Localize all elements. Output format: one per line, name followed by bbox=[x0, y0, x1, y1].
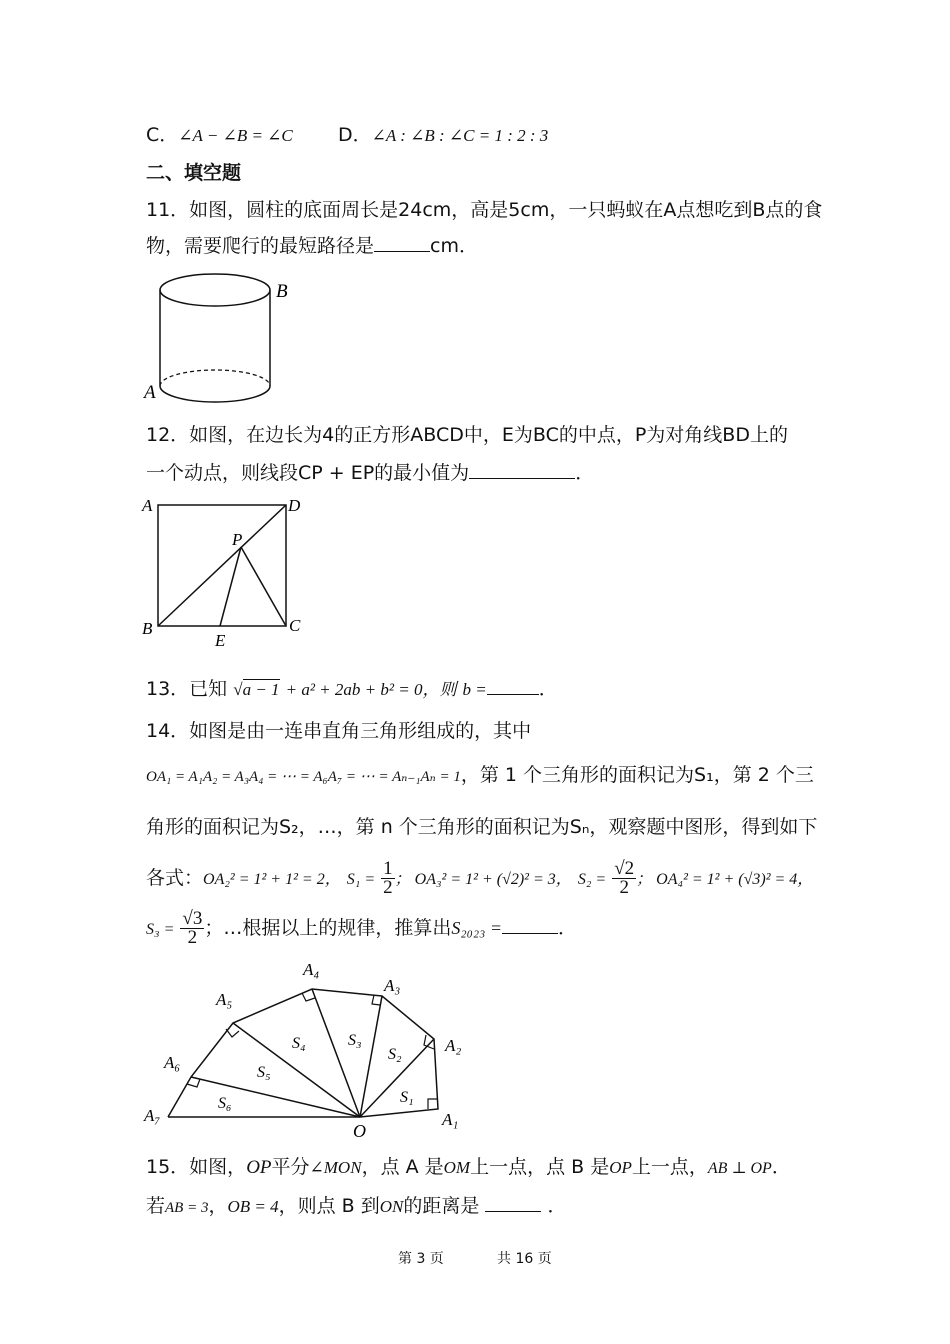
cylinder-figure bbox=[138, 270, 298, 405]
label-s3: S₃ bbox=[348, 1032, 362, 1049]
label-a1: A₁ bbox=[442, 1110, 459, 1129]
label-a5: A₅ bbox=[216, 990, 233, 1009]
footer-page: 第 3 页 bbox=[398, 1251, 444, 1267]
q14-line4-prefix: 各式： bbox=[146, 867, 204, 889]
section-title: 二、填空题 bbox=[146, 162, 242, 184]
q14-s3-frac bbox=[180, 910, 204, 947]
q14-s3-lhs: S₃ = bbox=[146, 921, 175, 938]
q15-op2: OP bbox=[609, 1158, 632, 1177]
q14-line4 bbox=[146, 860, 813, 897]
q15-line2-b: ， bbox=[208, 1195, 228, 1217]
q14-answer-blank[interactable] bbox=[502, 915, 558, 934]
radial-oa6 bbox=[191, 1077, 360, 1117]
option-c bbox=[146, 123, 293, 148]
q15-op: OP bbox=[246, 1157, 272, 1178]
segment-cp bbox=[241, 547, 286, 626]
q14-line3: 角形的面积记为S₂，…，第 n 个三角形的面积记为Sₙ，观察题中图形，得到如下 bbox=[146, 816, 818, 838]
q15-on: ON bbox=[379, 1197, 404, 1216]
square-label-c: C bbox=[289, 616, 301, 635]
q14-line5-text: ；…根据以上的规律，推算出 bbox=[204, 917, 452, 939]
q13-line bbox=[146, 676, 558, 702]
q14-s2-den: 2 bbox=[619, 877, 629, 898]
q15-ab: AB = 3 bbox=[165, 1200, 209, 1216]
square-label-p: P bbox=[232, 530, 243, 549]
label-s4: S₄ bbox=[292, 1035, 306, 1052]
option-d bbox=[338, 123, 548, 148]
q15-answer-blank[interactable] bbox=[485, 1193, 541, 1212]
q13-equation: + a² + 2ab + b² = 0，则 bbox=[285, 680, 457, 699]
q15-line1-d: 上一点，点 B 是 bbox=[470, 1156, 610, 1178]
q14-s3-den: 2 bbox=[187, 927, 198, 948]
q14-line1: 14．如图是由一连串直角三角形组成的，其中 bbox=[146, 720, 532, 742]
right-angle-a1 bbox=[428, 1099, 438, 1109]
option-d-expr: ∠A : ∠B : ∠C = 1 : 2 : 3 bbox=[371, 126, 549, 145]
cylinder-label-a: A bbox=[144, 382, 156, 403]
q13-suffix: ． bbox=[538, 678, 558, 700]
q11-line2-text: 物，需要爬行的最短路径是 bbox=[146, 235, 375, 257]
q15-line1 bbox=[146, 1155, 791, 1181]
label-s2: S₂ bbox=[388, 1046, 402, 1063]
q14-length-expr: OA₁ = A₁A₂ = A₃A₄ = ⋯ = A₆A₇ = ⋯ = Aₙ₋₁Aₙ = 1 bbox=[146, 769, 461, 785]
square-label-b: B bbox=[142, 619, 153, 638]
label-a4: A₄ bbox=[303, 960, 320, 979]
q15-line1-c: ，点 A 是 bbox=[361, 1156, 444, 1178]
label-a6: A₆ bbox=[164, 1053, 181, 1072]
square-label-e: E bbox=[215, 631, 226, 650]
q14-s1-den: 2 bbox=[383, 877, 393, 898]
square-label-d: D bbox=[288, 496, 301, 515]
segment-ep bbox=[220, 547, 241, 626]
q14-s2-num: √2 bbox=[614, 858, 635, 879]
q12-line1: 12．如图，在边长为4的正方形ABCD中，E为BC的中点，P为对角线BD上的 bbox=[146, 424, 788, 446]
footer-total: 共 16 页 bbox=[497, 1251, 552, 1267]
q14-line5 bbox=[146, 910, 577, 947]
q15-line2-d: 的距离是 bbox=[403, 1195, 480, 1217]
q13-answer-blank[interactable] bbox=[487, 676, 539, 695]
q15-line2-c: ，则点 B 到 bbox=[278, 1195, 380, 1217]
q14-end: ． bbox=[558, 917, 578, 939]
q15-line1-f: ． bbox=[771, 1156, 791, 1178]
cylinder-top-ellipse bbox=[160, 274, 270, 306]
q15-line1-e: 上一点， bbox=[631, 1156, 708, 1178]
q14-s1-num: 1 bbox=[383, 858, 393, 879]
q12-line2 bbox=[146, 460, 594, 485]
q11-line2 bbox=[146, 233, 478, 258]
q14-s3-num: √3 bbox=[182, 908, 203, 929]
q14-eq3: ； OA₄² = 1² + (√3)² = 4， bbox=[636, 871, 814, 888]
option-c-label: C． bbox=[146, 124, 179, 146]
q15-line2-e: ． bbox=[547, 1195, 567, 1217]
q13-sqrt-arg: a − 1 bbox=[242, 680, 280, 699]
square-figure bbox=[138, 495, 318, 650]
square-label-a: A bbox=[142, 496, 153, 515]
q15-om: OM bbox=[443, 1158, 471, 1177]
q13-var: b = bbox=[462, 680, 487, 699]
q15-line1-b: 平分 bbox=[271, 1156, 310, 1178]
q15-mon: ∠MON bbox=[309, 1158, 362, 1177]
q14-target: S₂₀₂₃ = bbox=[451, 918, 503, 938]
cylinder-label-b: B bbox=[276, 281, 288, 302]
right-angle-a3 bbox=[372, 995, 380, 1005]
q13-prefix: 13．已知 bbox=[146, 678, 228, 700]
q15-ob: OB = 4 bbox=[227, 1197, 279, 1216]
q14-s1-frac bbox=[381, 860, 395, 897]
q12-line2-end: ． bbox=[575, 462, 595, 484]
q15-line2 bbox=[146, 1193, 567, 1220]
diagonal-bd bbox=[158, 505, 286, 626]
q15-perp: AB ⊥ OP bbox=[707, 1160, 772, 1177]
sqrt-sign: √ bbox=[233, 680, 243, 699]
q14-line2 bbox=[146, 763, 814, 789]
q14-eq2: ； OA₃² = 1² + (√2)² = 3， bbox=[394, 871, 572, 888]
q11-answer-blank[interactable] bbox=[374, 233, 430, 252]
cylinder-bottom-front bbox=[160, 386, 270, 402]
q14-line2-text: ，第 1 个三角形的面积记为S₁，第 2 个三 bbox=[460, 764, 814, 786]
label-s5: S₅ bbox=[257, 1064, 271, 1081]
radial-oa3 bbox=[360, 996, 382, 1117]
q14-s2-frac bbox=[612, 860, 636, 897]
q12-line2-text: 一个动点，则线段CP + EP的最小值为 bbox=[146, 462, 470, 484]
label-s6: S₆ bbox=[218, 1095, 232, 1112]
option-c-expr: ∠A − ∠B = ∠C bbox=[178, 126, 293, 145]
label-a7: A₇ bbox=[144, 1106, 161, 1125]
label-a3: A₃ bbox=[384, 976, 401, 995]
q15-line1-a: 15．如图， bbox=[146, 1156, 247, 1178]
spiral-triangles-figure bbox=[138, 955, 478, 1145]
right-angle-a4 bbox=[302, 993, 315, 1001]
option-d-label: D． bbox=[338, 124, 372, 146]
q11-line1: 11．如图，圆柱的底面周长是24cm，高是5cm，一只蚂蚁在A点想吃到B点的食 bbox=[146, 199, 823, 221]
label-s1: S₁ bbox=[400, 1089, 414, 1106]
radial-oa4 bbox=[312, 989, 360, 1117]
q14-s2-lhs: S₂ = bbox=[577, 871, 607, 888]
q11-line2-unit: cm． bbox=[430, 235, 478, 257]
q12-answer-blank[interactable] bbox=[469, 460, 575, 479]
q15-line2-a: 若 bbox=[146, 1195, 166, 1217]
label-a2: A₂ bbox=[445, 1036, 462, 1055]
q14-s1-lhs: S₁ = bbox=[346, 871, 376, 888]
label-o: O bbox=[353, 1121, 366, 1141]
q14-eq1: OA₂² = 1² + 1² = 2， bbox=[203, 871, 341, 888]
cylinder-bottom-back bbox=[160, 370, 270, 386]
